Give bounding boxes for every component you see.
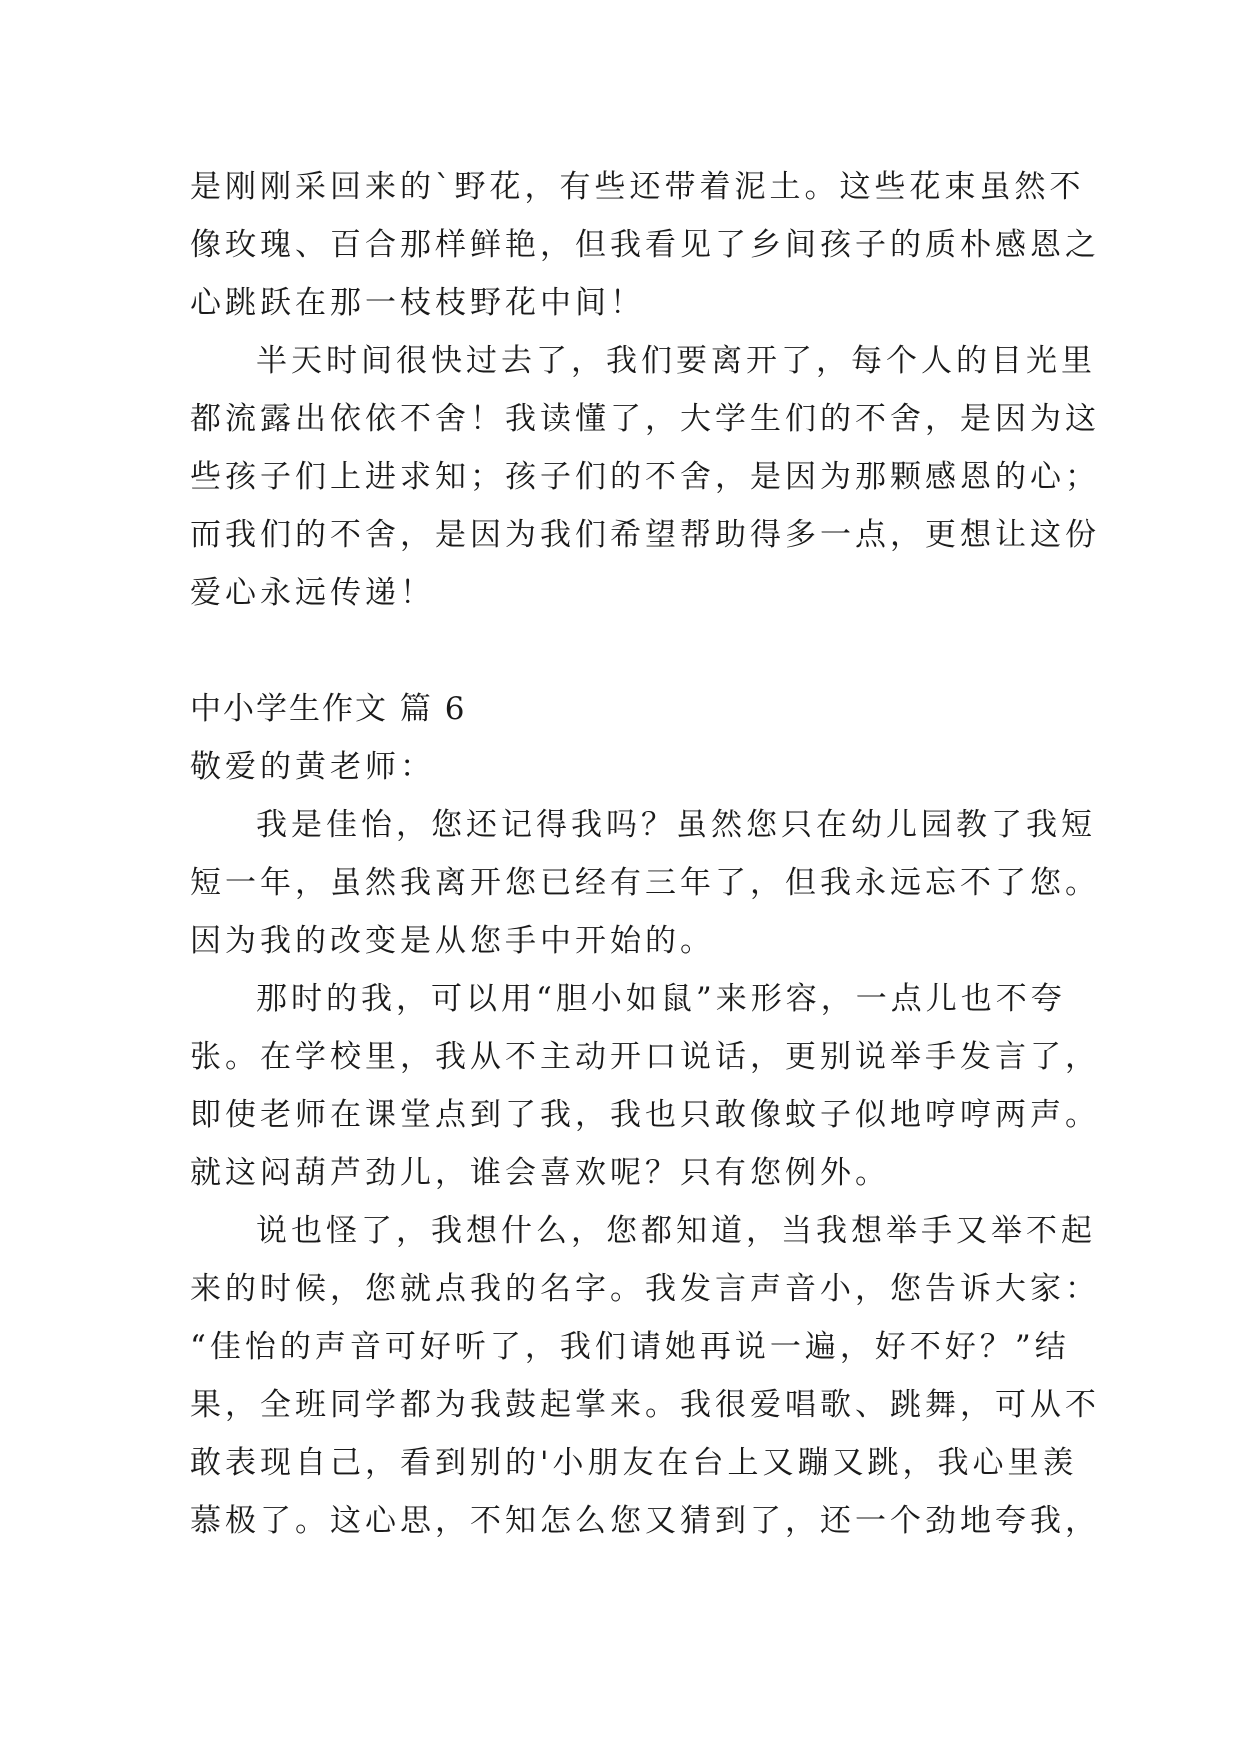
text-line: 而我们的不舍，是因为我们希望帮助得多一点，更想让这份	[190, 517, 1100, 553]
text-line: 敢表现自己，看到别的'小朋友在台上又蹦又跳，我心里羡	[190, 1445, 1078, 1481]
text-line: 就这闷葫芦劲儿，谁会喜欢呢？只有您例外。	[190, 1155, 890, 1191]
text-line: 短一年，虽然我离开您已经有三年了，但我永远忘不了您。	[190, 865, 1100, 901]
text-line: 果，全班同学都为我鼓起掌来。我很爱唱歌、跳舞，可从不	[190, 1387, 1100, 1423]
section-heading: 中小学生作文 篇 6	[190, 691, 467, 727]
text-line: 爱心永远传递！	[190, 575, 435, 611]
text-line: 些孩子们上进求知；孩子们的不舍，是因为那颗感恩的心；	[190, 459, 1100, 495]
text-line: 慕极了。这心思，不知怎么您又猜到了，还一个劲地夸我，	[190, 1503, 1100, 1539]
text-line: 是刚刚采回来的`野花，有些还带着泥土。这些花束虽然不	[190, 169, 1085, 205]
text-line: “佳怡的声音可好听了，我们请她再说一遍，好不好？”结	[190, 1329, 1070, 1365]
text-line: 因为我的改变是从您手中开始的。	[190, 923, 715, 959]
document-body	[190, 158, 1100, 1550]
text-line: 即使老师在课堂点到了我，我也只敢像蚊子似地哼哼两声。	[190, 1097, 1100, 1133]
paragraph-gap	[190, 622, 1070, 680]
text-line: 那时的我，可以用“胆小如鼠”来形容，一点儿也不夸	[256, 981, 1066, 1017]
text-line: 敬爱的黄老师：	[190, 749, 435, 785]
text-line: 来的时候，您就点我的名字。我发言声音小，您告诉大家：	[190, 1271, 1100, 1307]
text-line: 心跳跃在那一枝枝野花中间！	[190, 285, 645, 321]
text-line: 半天时间很快过去了，我们要离开了，每个人的目光里	[256, 343, 1096, 379]
text-line: 张。在学校里，我从不主动开口说话，更别说举手发言了，	[190, 1039, 1100, 1075]
text-line: 说也怪了，我想什么，您都知道，当我想举手又举不起	[256, 1213, 1096, 1249]
text-line: 都流露出依依不舍！我读懂了，大学生们的不舍，是因为这	[190, 401, 1100, 437]
text-line: 像玫瑰、百合那样鲜艳，但我看见了乡间孩子的质朴感恩之	[190, 227, 1100, 263]
text-line: 我是佳怡，您还记得我吗？虽然您只在幼儿园教了我短	[256, 807, 1096, 843]
